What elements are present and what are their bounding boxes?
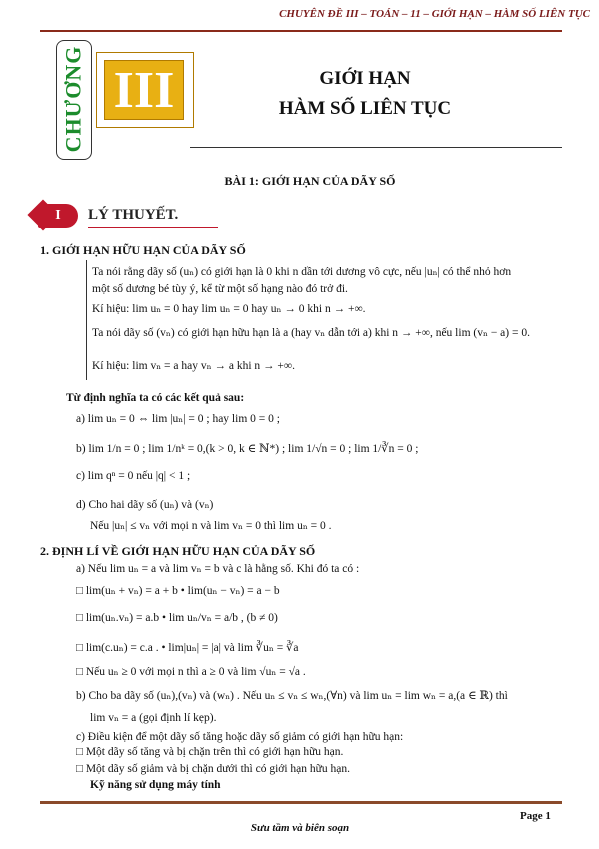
chapter-label: CHƯƠNG bbox=[60, 45, 85, 153]
sec1-heading: 1. GIỚI HẠN HỮU HẠN CỦA DÃY SỐ bbox=[40, 243, 246, 257]
sec2-line-10: □ Một dãy số giảm và bị chặn dưới thì có giới hạn hữu hạn. bbox=[76, 763, 350, 775]
sec2-line-7: lim vₙ = a (gọi định lí kẹp). bbox=[90, 712, 217, 724]
sec2-line-3: □ lim(uₙ.vₙ) = a.b • lim uₙ/vₙ = a/b , (b ≠ 0) bbox=[76, 612, 278, 624]
footer-divider bbox=[40, 801, 562, 804]
sec1-line-2: một số dương bé tùy ý, kể từ một số hạng nào đó trở đi. bbox=[92, 283, 348, 295]
sec2-line-9: □ Một dãy số tăng và bị chặn trên thì có giới hạn hữu hạn. bbox=[76, 746, 344, 758]
sec1-item-b: b) lim 1/n = 0 ; lim 1/nᵏ = 0,(k > 0, k ∈ ℕ*) ; lim 1/√n = 0 ; lim 1/∛n = 0 ; bbox=[76, 443, 419, 455]
title-underline bbox=[190, 147, 562, 148]
sec2-line-2: □ lim(uₙ + vₙ) = a + b • lim(uₙ − vₙ) = a − b bbox=[76, 585, 280, 597]
sec2-heading: 2. ĐỊNH LÍ VỀ GIỚI HẠN HỮU HẠN CỦA DÃY SỐ bbox=[40, 544, 316, 558]
sec1-subheading: Từ định nghĩa ta có các kết quả sau: bbox=[66, 392, 245, 404]
sec2-line-4: □ lim(c.uₙ) = c.a . • lim|uₙ| = |a| và lim ∛uₙ = ∛a bbox=[76, 642, 299, 654]
definition-bar bbox=[86, 260, 87, 380]
sec1-line-4: Ta nói dãy số (vₙ) có giới hạn hữu hạn là a (hay vₙ dẫn tới a) khi n → +∞, nếu lim (vₙ − a) = 0. bbox=[92, 327, 530, 339]
chapter-title-line2: HÀM SỐ LIÊN TỤC bbox=[278, 98, 452, 119]
sec1-item-d-detail: Nếu |uₙ| ≤ vₙ với mọi n và lim vₙ = 0 thì lim uₙ = 0 . bbox=[90, 520, 332, 532]
sec1-line-3: Kí hiệu: lim uₙ = 0 hay lim uₙ = 0 hay uₙ → 0 khi n → +∞. bbox=[92, 303, 366, 315]
sec2-line-5: □ Nếu uₙ ≥ 0 với mọi n thì a ≥ 0 và lim √uₙ = √a . bbox=[76, 666, 306, 678]
sec1-item-c: c) lim qⁿ = 0 nếu |q| < 1 ; bbox=[76, 470, 191, 482]
chapter-number: III bbox=[104, 60, 184, 120]
page-number: Page 1 bbox=[520, 810, 551, 822]
sec2-line-6: b) Cho ba dãy số (uₙ),(vₙ) và (wₙ) . Nếu uₙ ≤ vₙ ≤ wₙ,(∀n) và lim uₙ = lim wₙ = a,(a ∈ ℝ) thì bbox=[76, 690, 508, 702]
sec2-line-1: a) Nếu lim uₙ = a và lim vₙ = b và c là hằng số. Khi đó ta có : bbox=[76, 563, 360, 575]
section-title-underline bbox=[88, 227, 218, 228]
section-title: LÝ THUYẾT. bbox=[88, 207, 179, 223]
sec2-line-8: c) Điều kiện để một dãy số tăng hoặc dãy số giảm có giới hạn hữu hạn: bbox=[76, 731, 404, 743]
sec2-line-11: Kỹ năng sử dụng máy tính bbox=[90, 779, 221, 791]
sec1-line-1: Ta nói rằng dãy số (uₙ) có giới hạn là 0 khi n dần tới dương vô cực, nếu |uₙ| có thể nhỏ hơn bbox=[92, 266, 512, 278]
sec1-line-5: Kí hiệu: lim vₙ = a hay vₙ → a khi n → +∞. bbox=[92, 360, 295, 372]
section-badge: I bbox=[38, 204, 78, 228]
page-header: CHUYÊN ĐỀ III – TOÁN – 11 – GIỚI HẠN – HÀM SỐ LIÊN TỤC bbox=[279, 8, 590, 20]
footer-credit: Sưu tầm và biên soạn bbox=[250, 822, 350, 834]
sec1-item-d: d) Cho hai dãy số (uₙ) và (vₙ) bbox=[76, 499, 214, 511]
sec1-item-a: a) lim uₙ = 0 ⇔ lim |uₙ| = 0 ; hay lim 0 = 0 ; bbox=[76, 413, 280, 425]
lesson-title: BÀI 1: GIỚI HẠN CỦA DÃY SỐ bbox=[224, 174, 396, 188]
chapter-title-line1: GIỚI HẠN bbox=[319, 68, 411, 89]
header-divider bbox=[40, 30, 562, 32]
